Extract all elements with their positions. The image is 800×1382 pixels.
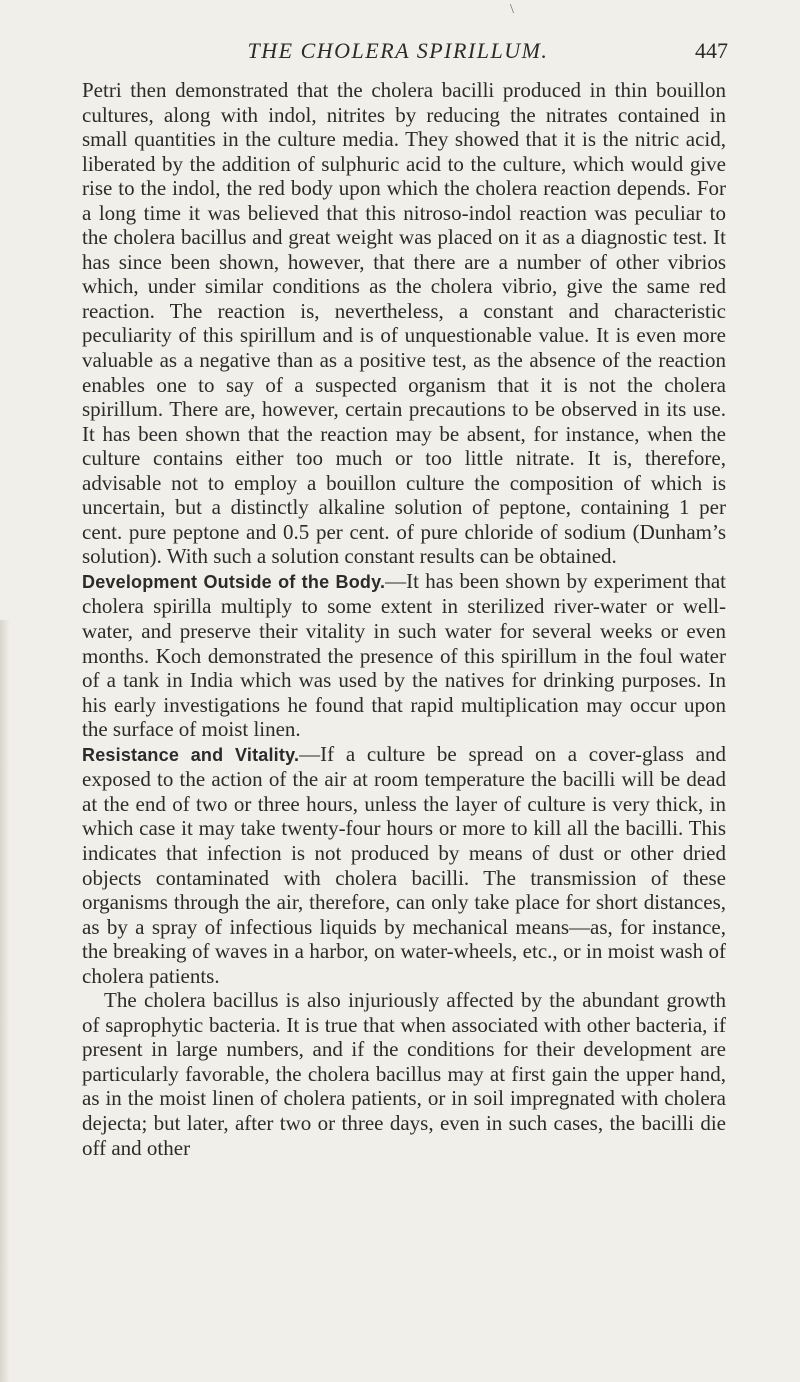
paragraph-resistance-vitality — [82, 742, 726, 988]
paragraph-development-outside-body — [82, 569, 726, 742]
page-number: 447 — [695, 38, 728, 63]
page-gutter-shadow — [0, 620, 10, 1382]
section-heading-development: Development Outside of the Body. — [82, 571, 386, 592]
corner-mark: \ — [510, 2, 514, 17]
paragraph-text: Petri then demonstrated that the cholera bacilli produced in thin bouillon cultures, along with indol, nitrites by reducing the nitrates contained in small quantities in the culture media. They showed that it is the nitric acid, liberated by the addition of sulphuric acid to the culture, which would give rise to the indol, the red body upon which the cholera reaction depends. For a long time it was believed that this nitroso-indol reaction was peculiar to the cholera bacillus and great weight was placed on it as a diagnostic test. It has since been shown, however, that there are a number of other vibrios which, under similar conditions as the cholera vibrio, give the same red reaction. The reaction is, nevertheless, a constant and characteristic peculiarity of this spirillum and is of unquestionable value. It is even more valuable as a negative than as a positive test, as the absence of the reaction enables one to say of a suspected organism that it is not the cholera spirillum. There are, however, certain precautions to be observed in its use. It has been shown that the reaction may be absent, for instance, when the culture contains either too much or too little nitrate. It is, therefore, advisable not to employ a bouillon culture the composition of which is uncertain, but a distinctly alkaline solution of peptone, containing 1 per cent. pure peptone and 0.5 per cent. of pure chloride of sodium (Dunham’s solution). With such a solution constant results can be obtained. — [82, 78, 726, 569]
running-title: THE CHOLERA SPIRILLUM. — [247, 38, 549, 63]
paragraph-text: —If a culture be spread on a cover-glass and exposed to the action of the air at room temperature the bacilli will be dead at the end of two or three hours, unless the layer of culture is very thick, in which case it may take twenty-four hours or more to kill all the bacilli. This indicates that infection is not produced by means of dust or other dried objects contaminated with cholera bacilli. The transmission of these organisms through the air, therefore, can only take place for short distances, as by a spray of infectious liquids by mechanical means—as, for instance, the breaking of waves in a harbor, on water-wheels, etc., or in moist wash of cholera patients. — [82, 741, 726, 988]
section-heading-resistance: Resistance and Vitality. — [82, 744, 300, 765]
body-text — [82, 78, 726, 1160]
paragraph-text: The cholera bacillus is also injuriously affected by the abundant growth of saprophytic bacteria. It is true that when associated with other bacteria, if present in large numbers, and if the conditions for their development are particularly favorable, the cholera bacillus may at first gain the upper hand, as in the moist linen of cholera patients, or in soil impregnated with cholera dejecta; but later, after two or three days, even in such cases, the bacilli die off and other — [82, 988, 726, 1160]
paragraph-nitroso-indol — [82, 78, 726, 569]
paragraph-saprophytic-bacteria — [82, 988, 726, 1160]
running-head — [0, 38, 800, 68]
paragraph-text: —It has been shown by experiment that cholera spirilla multiply to some extent in sterilized river-water or well-water, and preserve their vitality in such water for several weeks or even months. Koch demonstrated the presence of this spirillum in the foul water of a tank in India which was used by the natives for drinking purposes. In his early investigations he found that rapid multiplication may occur upon the surface of moist linen. — [82, 568, 726, 742]
